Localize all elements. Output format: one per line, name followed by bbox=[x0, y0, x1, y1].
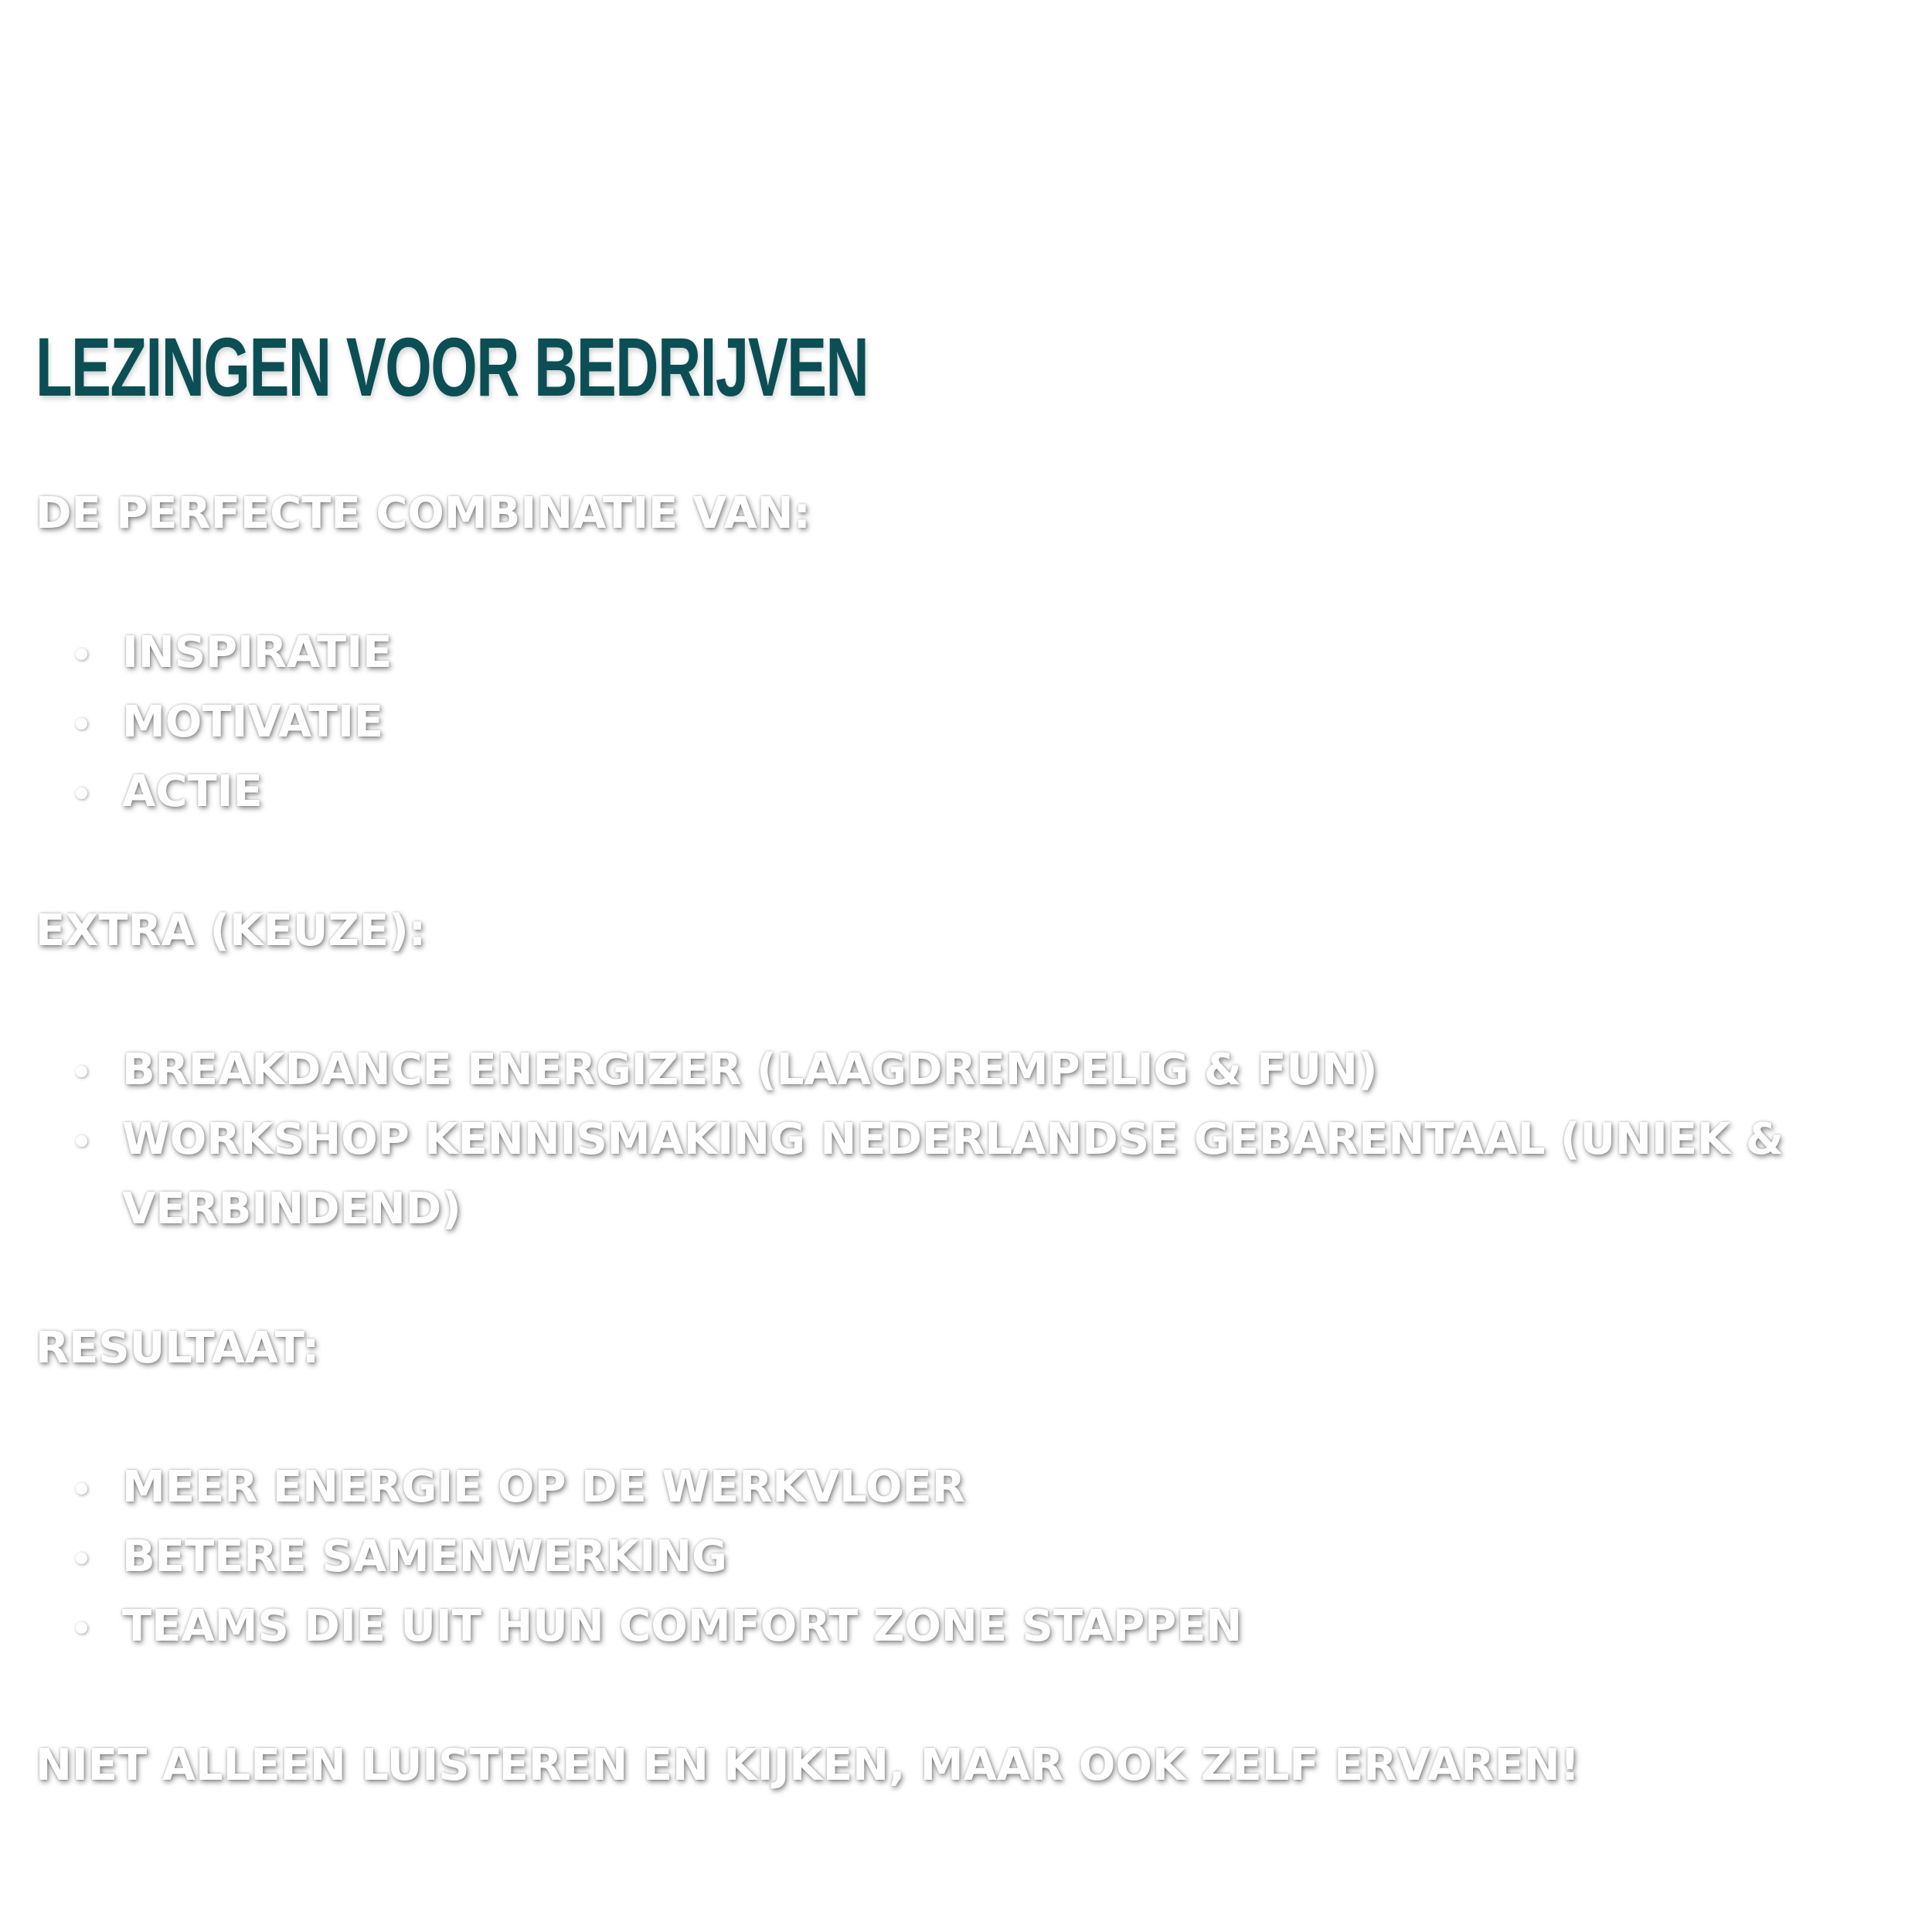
list-item: ACTIE bbox=[36, 757, 1906, 827]
bullet-icon bbox=[76, 1066, 87, 1077]
extra-label: EXTRA (KEUZE): bbox=[36, 906, 427, 956]
list-item: WORKSHOP KENNISMAKING NEDERLANDSE GEBARENTAAL (UNIEK & VERBINDEND) bbox=[36, 1105, 1932, 1244]
list-item: TEAMS DIE UIT HUN COMFORT ZONE STAPPEN bbox=[36, 1592, 1906, 1662]
bullet-icon bbox=[76, 1553, 87, 1564]
list-item: MOTIVATIE bbox=[36, 688, 1906, 757]
list-item: BREAKDANCE ENERGIZER (LAAGDREMPELIG & FUN) bbox=[36, 1036, 1906, 1105]
bullet-icon bbox=[76, 718, 87, 730]
bullet-icon bbox=[76, 1622, 87, 1634]
result-label: RESULTAAT: bbox=[36, 1323, 320, 1373]
intro-text: DE PERFECTE COMBINATIE VAN: bbox=[36, 488, 811, 539]
list-item: INSPIRATIE bbox=[36, 618, 1906, 688]
closing-text: NIET ALLEEN LUISTEREN EN KIJKEN, MAAR OOK ZELF ERVAREN! bbox=[36, 1740, 1580, 1791]
result-list bbox=[36, 1453, 1906, 1662]
bullet-icon bbox=[76, 1483, 87, 1495]
bullet-icon bbox=[76, 1135, 87, 1147]
page-title: LEZINGEN VOOR BEDRIJVEN bbox=[36, 320, 869, 413]
main-content bbox=[36, 317, 1906, 1801]
bullet-icon bbox=[76, 648, 87, 660]
combination-list bbox=[36, 618, 1906, 827]
list-item: BETERE SAMENWERKING bbox=[36, 1522, 1906, 1592]
bullet-icon bbox=[76, 787, 87, 799]
list-item: MEER ENERGIE OP DE WERKVLOER bbox=[36, 1453, 1906, 1522]
extra-list bbox=[36, 1036, 1906, 1244]
